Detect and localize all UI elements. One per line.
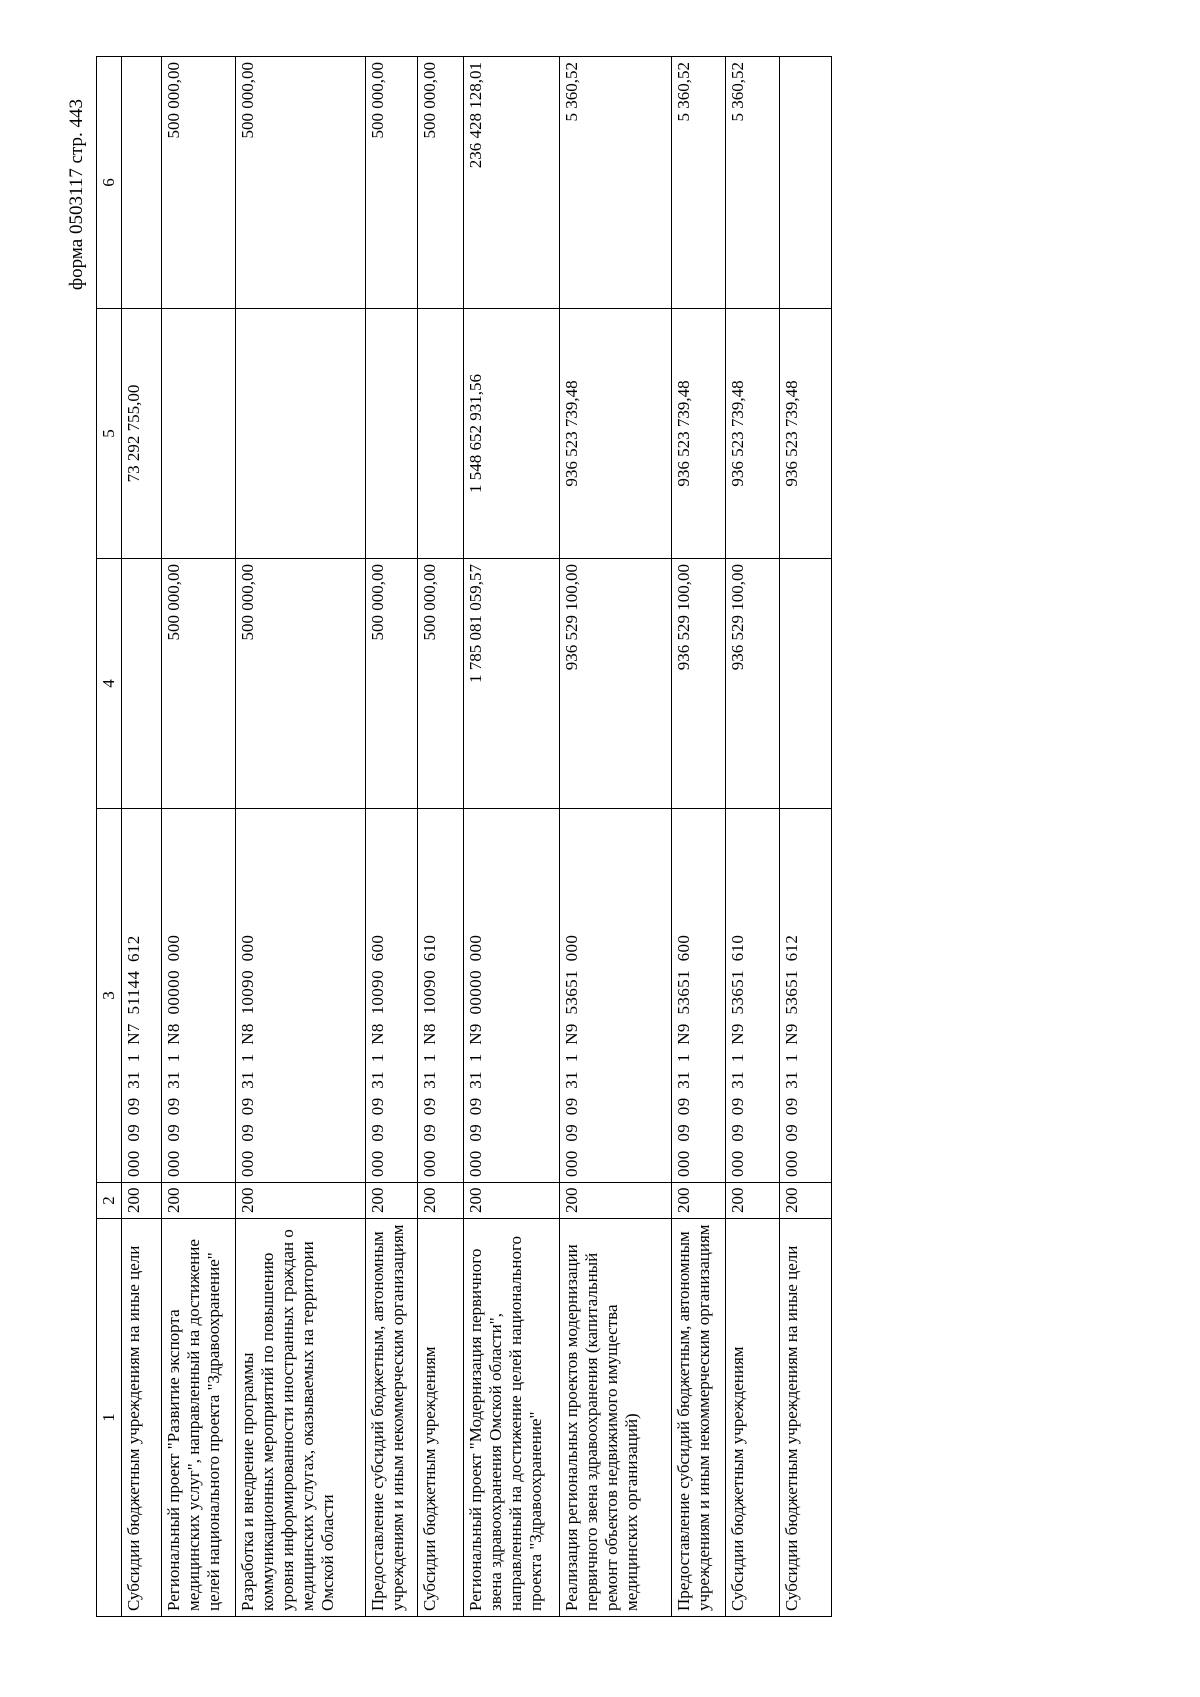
- table-row: [366, 57, 418, 1617]
- unexecuted-amount: [780, 57, 832, 309]
- table-row: [418, 57, 464, 1617]
- table-row: [464, 57, 560, 1617]
- column-number: 1: [97, 1219, 122, 1617]
- row-name: Региональный проект "Развитие экспорта медицинских услуг", направленный на достижение целей национального проекта "Здравоохранение": [162, 1219, 236, 1617]
- budget-classification-code: 000 09 09 31 1 N8 00000 000: [162, 809, 236, 1183]
- table-row: [560, 57, 672, 1617]
- table-row: [162, 57, 236, 1617]
- row-name: Предоставление субсидий бюджетным, автономным учреждениям и иным некоммерческим организациям: [672, 1219, 726, 1617]
- column-number: 4: [97, 559, 122, 809]
- approved-amount: 1 785 081 059,57: [464, 559, 560, 809]
- budget-classification-code: 000 09 09 31 1 N9 00000 000: [464, 809, 560, 1183]
- approved-amount: 936 529 100,00: [726, 559, 780, 809]
- line-code: 200: [560, 1183, 672, 1219]
- row-name: Предоставление субсидий бюджетным, автономным учреждениям и иным некоммерческим организациям: [366, 1219, 418, 1617]
- table-row: [780, 57, 832, 1617]
- row-name: Субсидии бюджетным учреждениям: [418, 1219, 464, 1617]
- approved-amount: 500 000,00: [236, 559, 366, 809]
- budget-execution-table: [96, 56, 832, 1617]
- unexecuted-amount: 500 000,00: [236, 57, 366, 309]
- table-row: [672, 57, 726, 1617]
- form-label: форма 0503117 стр. 443: [66, 99, 87, 291]
- line-code: 200: [418, 1183, 464, 1219]
- executed-amount: 936 523 739,48: [780, 309, 832, 559]
- executed-amount: [162, 309, 236, 559]
- executed-amount: 936 523 739,48: [726, 309, 780, 559]
- unexecuted-amount: 500 000,00: [162, 57, 236, 309]
- line-code: 200: [366, 1183, 418, 1219]
- line-code: 200: [464, 1183, 560, 1219]
- row-name: Субсидии бюджетным учреждениям на иные цели: [780, 1219, 832, 1617]
- unexecuted-amount: 500 000,00: [366, 57, 418, 309]
- column-number-row: [97, 57, 122, 1617]
- column-number: 3: [97, 809, 122, 1183]
- approved-amount: 936 529 100,00: [560, 559, 672, 809]
- row-name: Разработка и внедрение программы коммуникационных мероприятий по повышению уровня информированности иностранных граждан о медицинских услугах, оказываемых на территории Омской области: [236, 1219, 366, 1617]
- executed-amount: 936 523 739,48: [672, 309, 726, 559]
- line-code: 200: [726, 1183, 780, 1219]
- line-code: 200: [122, 1183, 162, 1219]
- unexecuted-amount: [122, 57, 162, 309]
- executed-amount: [236, 309, 366, 559]
- executed-amount: 936 523 739,48: [560, 309, 672, 559]
- executed-amount: 1 548 652 931,56: [464, 309, 560, 559]
- budget-classification-code: 000 09 09 31 1 N8 10090 610: [418, 809, 464, 1183]
- row-name: Субсидии бюджетным учреждениям: [726, 1219, 780, 1617]
- unexecuted-amount: 236 428 128,01: [464, 57, 560, 309]
- approved-amount: 500 000,00: [418, 559, 464, 809]
- column-number: 2: [97, 1183, 122, 1219]
- table-row: [236, 57, 366, 1617]
- budget-classification-code: 000 09 09 31 1 N7 51144 612: [122, 809, 162, 1183]
- line-code: 200: [236, 1183, 366, 1219]
- unexecuted-amount: 5 360,52: [672, 57, 726, 309]
- budget-classification-code: 000 09 09 31 1 N9 53651 000: [560, 809, 672, 1183]
- row-name: Субсидии бюджетным учреждениям на иные цели: [122, 1219, 162, 1617]
- row-name: Региональный проект "Модернизация первичного звена здравоохранения Омской области", направленный на достижение целей национального проекта "Здравоохранение": [464, 1219, 560, 1617]
- executed-amount: 73 292 755,00: [122, 309, 162, 559]
- line-code: 200: [162, 1183, 236, 1219]
- unexecuted-amount: 500 000,00: [418, 57, 464, 309]
- executed-amount: [366, 309, 418, 559]
- approved-amount: [122, 559, 162, 809]
- column-number: 5: [97, 309, 122, 559]
- budget-classification-code: 000 09 09 31 1 N9 53651 610: [726, 809, 780, 1183]
- column-number: 6: [97, 57, 122, 309]
- executed-amount: [418, 309, 464, 559]
- budget-classification-code: 000 09 09 31 1 N8 10090 600: [366, 809, 418, 1183]
- budget-classification-code: 000 09 09 31 1 N8 10090 000: [236, 809, 366, 1183]
- table-row: [122, 57, 162, 1617]
- unexecuted-amount: 5 360,52: [726, 57, 780, 309]
- line-code: 200: [672, 1183, 726, 1219]
- approved-amount: 500 000,00: [366, 559, 418, 809]
- table-row: [726, 57, 780, 1617]
- approved-amount: [780, 559, 832, 809]
- unexecuted-amount: 5 360,52: [560, 57, 672, 309]
- approved-amount: 500 000,00: [162, 559, 236, 809]
- line-code: 200: [780, 1183, 832, 1219]
- approved-amount: 936 529 100,00: [672, 559, 726, 809]
- row-name: Реализация региональных проектов модернизации первичного звена здравоохранения (капитальный ремонт объектов недвижимого имущества медицинских организаций): [560, 1219, 672, 1617]
- budget-classification-code: 000 09 09 31 1 N9 53651 612: [780, 809, 832, 1183]
- budget-classification-code: 000 09 09 31 1 N9 53651 600: [672, 809, 726, 1183]
